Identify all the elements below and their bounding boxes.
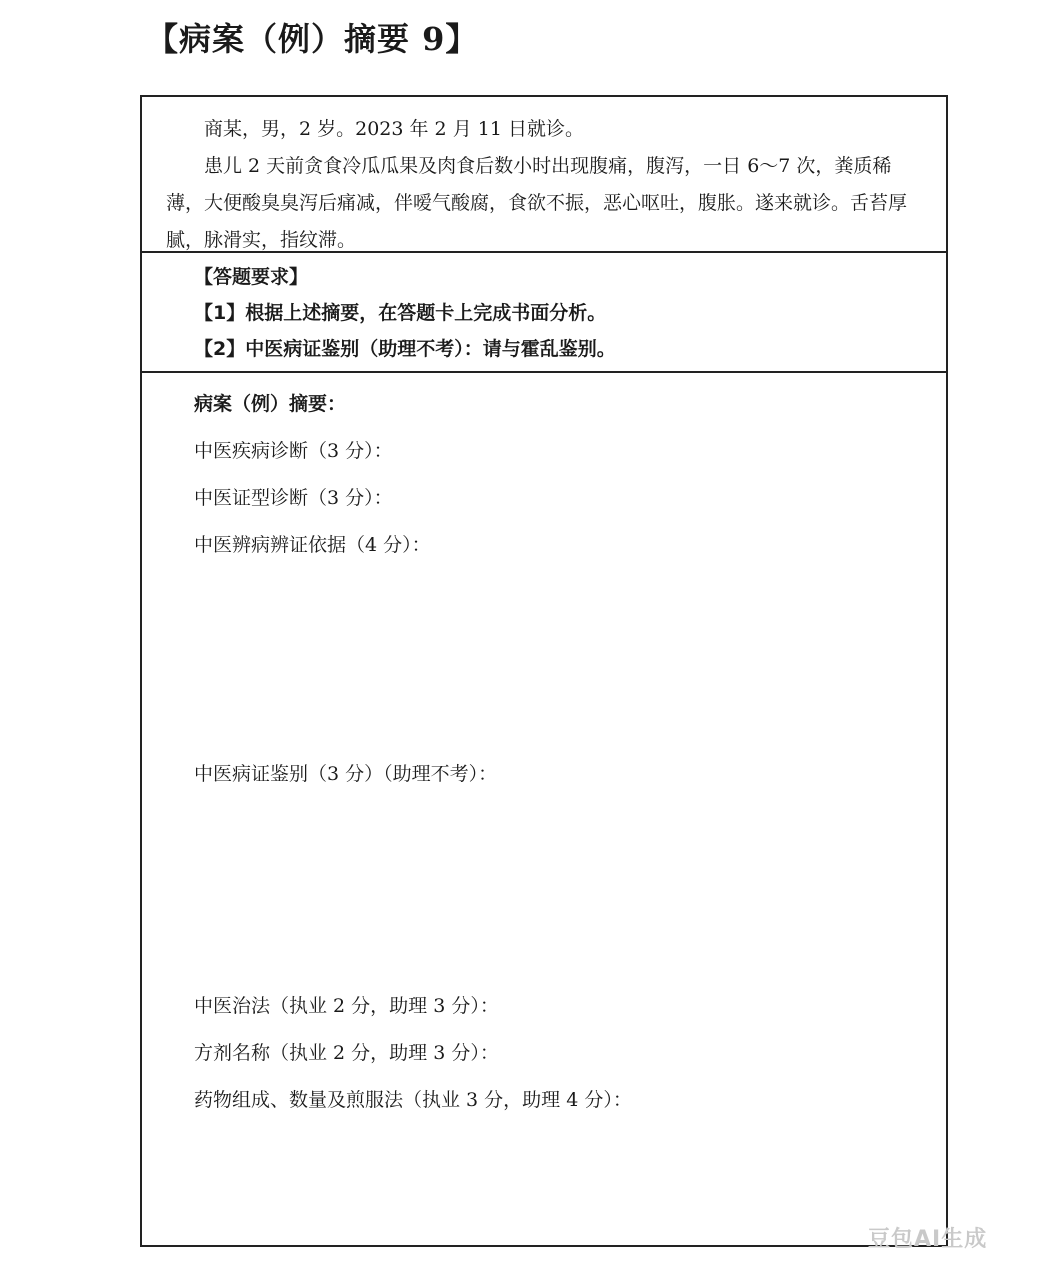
syndrome-diagnosis-label: 中医证型诊断（3 分）： — [194, 487, 393, 509]
case-symptoms: 患儿 2 天前贪食冷瓜瓜果及肉食后数小时出现腹痛，腹泻，一日 6～7 次，粪质稀薄，大便酸臭臭泻后痛减，伴嗳气酸腐，食欲不振，恶心呕吐，腹胀。遂来就诊。舌苔厚腻，脉滑实，指纹滞。 — [166, 155, 908, 251]
answer-sheet-frame — [140, 95, 948, 1247]
disease-diagnosis-label: 中医疾病诊断（3 分）： — [194, 440, 393, 462]
case-summary-section — [142, 97, 946, 253]
composition-label: 药物组成、数量及煎服法（执业 3 分，助理 4 分）： — [194, 1089, 632, 1111]
page-title: 【病案（例）摘要 9】 — [146, 20, 479, 58]
ai-watermark: 豆包AI生成 — [868, 1227, 988, 1252]
formula-label: 方剂名称（执业 2 分，助理 3 分）： — [194, 1042, 499, 1064]
requirement-item-2: 【2】中医病证鉴别（助理不考）：请与霍乱鉴别。 — [194, 338, 616, 360]
diagnosis-basis-label: 中医辨病辨证依据（4 分）： — [194, 534, 431, 556]
treatment-label: 中医治法（执业 2 分，助理 3 分）： — [194, 995, 499, 1017]
answer-heading: 病案（例）摘要： — [194, 393, 347, 415]
requirements-section — [142, 253, 946, 373]
requirement-item-1: 【1】根据上述摘要，在答题卡上完成书面分析。 — [194, 302, 607, 324]
requirements-heading: 【答题要求】 — [194, 266, 309, 288]
answer-section — [142, 373, 946, 1245]
case-patient-info: 商某，男，2 岁。2023 年 2 月 11 日就诊。 — [204, 118, 584, 140]
differentiation-label: 中医病证鉴别（3 分）（助理不考）： — [194, 763, 498, 785]
